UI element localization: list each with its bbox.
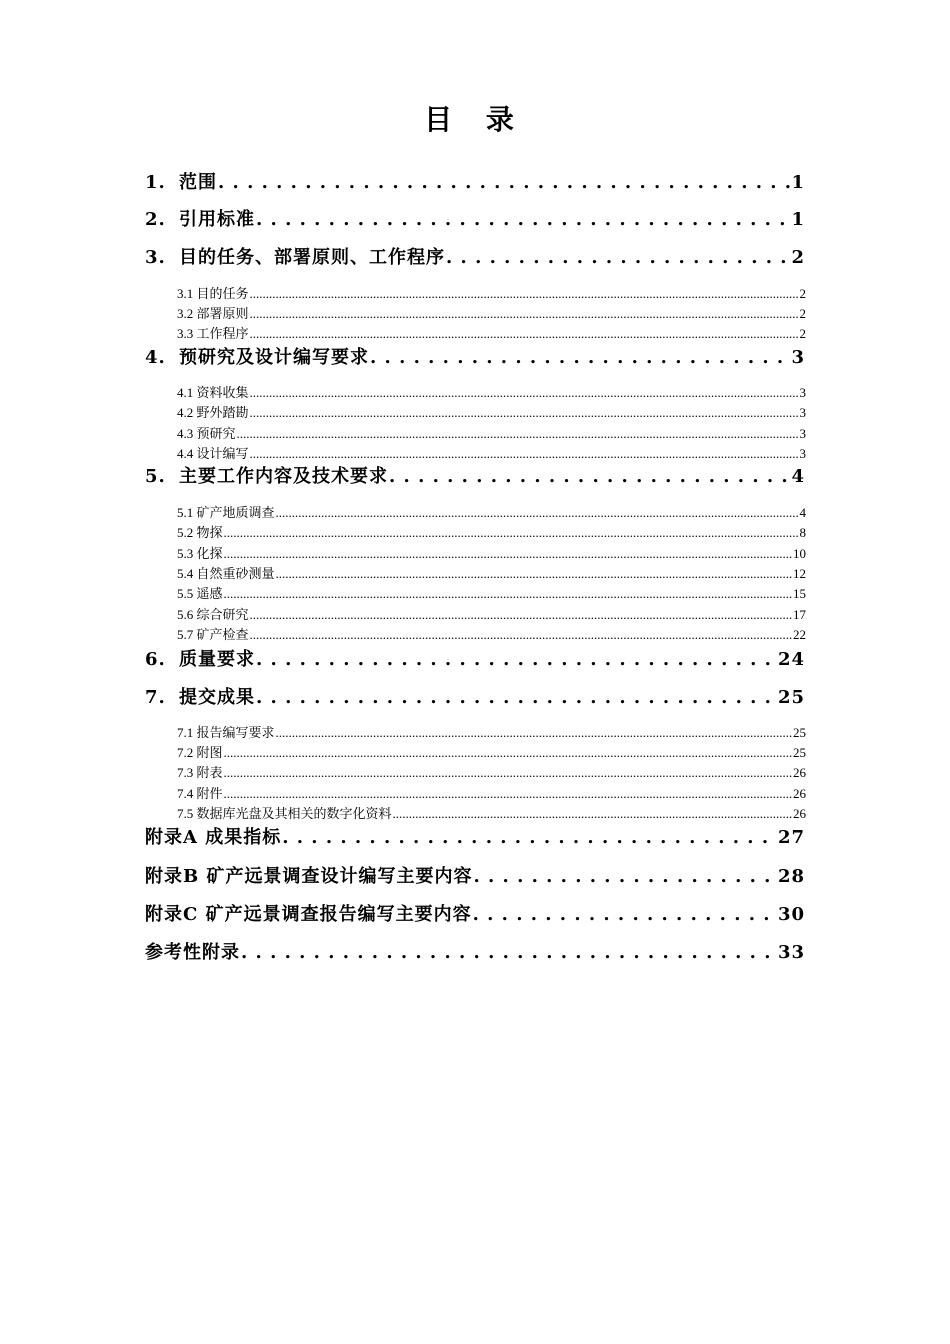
toc-entry-label: 预研究及设计编写要求	[179, 347, 369, 368]
toc-entry-label: 3.2 部署原则	[177, 306, 249, 321]
toc-entry-label: 4.2 野外踏勘	[177, 405, 249, 420]
toc-page-number: 3	[799, 426, 806, 441]
toc-entry-label: 质量要求	[179, 649, 255, 670]
toc-entry-label: 提交成果	[179, 687, 255, 708]
dot-leader	[276, 566, 792, 582]
toc-page-number: 24	[777, 649, 805, 670]
toc-entry-label: 7.4 附件	[177, 786, 223, 801]
toc-entry[interactable]	[145, 938, 805, 964]
toc-entry-label: 4.1 资料收集	[177, 385, 249, 400]
toc-subentry[interactable]	[177, 303, 806, 321]
toc-page-number: 2	[799, 326, 806, 341]
toc-subentry[interactable]	[177, 402, 806, 420]
toc-entry-label: 7.1 报告编写要求	[177, 725, 275, 740]
toc-entry-number: 4.	[145, 347, 166, 368]
toc-page-number: 25	[777, 687, 805, 708]
dot-leader	[473, 904, 777, 925]
toc-page-number: 2	[799, 306, 806, 321]
dot-leader	[224, 765, 792, 781]
toc-entry[interactable]	[145, 683, 805, 709]
toc-subentry[interactable]	[177, 762, 806, 780]
toc-entry-label: 3.3 工作程序	[177, 326, 249, 341]
dot-leader	[224, 786, 792, 802]
toc-entry-label: 5.4 自然重砂测量	[177, 566, 275, 581]
dot-leader	[241, 942, 777, 963]
toc-entry[interactable]	[145, 205, 805, 231]
toc-entry-label: 附录A 成果指标	[145, 827, 282, 848]
toc-entry[interactable]	[145, 900, 805, 926]
toc-entry-number: 3.	[145, 247, 166, 268]
toc-subentry[interactable]	[177, 522, 806, 540]
toc-subentry[interactable]	[177, 722, 806, 740]
toc-entry[interactable]	[145, 243, 805, 269]
dot-leader	[370, 347, 790, 368]
dot-leader	[250, 326, 799, 342]
dot-leader	[237, 426, 799, 442]
dot-leader	[282, 827, 777, 848]
dot-leader	[276, 725, 792, 741]
dot-leader	[250, 627, 792, 643]
toc-page-number: 26	[793, 786, 806, 801]
toc-entry-label: 5.7 矿产检查	[177, 627, 249, 642]
dot-leader	[256, 687, 777, 708]
toc-page-number: 3	[799, 385, 806, 400]
toc-page-number: 25	[793, 745, 806, 760]
toc-subentry[interactable]	[177, 583, 806, 601]
dot-leader	[250, 385, 799, 401]
dot-leader	[224, 586, 792, 602]
dot-leader	[256, 209, 790, 230]
toc-page-number: 30	[777, 904, 805, 925]
toc-page-number: 27	[777, 827, 805, 848]
toc-entry-number: 6.	[145, 649, 166, 670]
dot-leader	[250, 306, 799, 322]
toc-entry-label: 附录B 矿产远景调查设计编写主要内容	[145, 866, 473, 887]
toc-entry-label: 5.2 物探	[177, 525, 223, 540]
toc-subentry[interactable]	[177, 443, 806, 461]
toc-page-number: 25	[793, 725, 806, 740]
toc-entry-label: 5.5 遥感	[177, 586, 223, 601]
toc-subentry[interactable]	[177, 423, 806, 441]
toc-page-number: 22	[793, 627, 806, 642]
dot-leader	[224, 525, 799, 541]
toc-entry[interactable]	[145, 462, 805, 488]
toc-entry-label: 7.2 附图	[177, 745, 223, 760]
toc-page-number: 3	[799, 446, 806, 461]
toc-entry-label: 引用标准	[179, 209, 255, 230]
toc-entry[interactable]	[145, 168, 805, 194]
dot-leader	[224, 546, 792, 562]
dot-leader	[389, 466, 790, 487]
toc-page-number: 15	[793, 586, 806, 601]
dot-leader	[446, 247, 790, 268]
toc-entry-number: 1.	[145, 172, 166, 193]
toc-page-number: 4	[791, 466, 805, 487]
dot-leader	[393, 806, 792, 822]
toc-subentry[interactable]	[177, 783, 806, 801]
toc-subentry[interactable]	[177, 624, 806, 642]
toc-entry-label: 主要工作内容及技术要求	[179, 466, 388, 487]
toc-subentry[interactable]	[177, 323, 806, 341]
toc-subentry[interactable]	[177, 563, 806, 581]
dot-leader	[250, 405, 799, 421]
toc-entry-label: 5.1 矿产地质调查	[177, 505, 275, 520]
toc-entry[interactable]	[145, 343, 805, 369]
toc-entry-label: 5.3 化探	[177, 546, 223, 561]
toc-page-number: 3	[799, 405, 806, 420]
toc-page-number: 4	[799, 505, 806, 520]
toc-entry-label: 参考性附录	[145, 942, 240, 963]
toc-page-number: 3	[791, 347, 805, 368]
toc-subentry[interactable]	[177, 283, 806, 301]
toc-entry-label: 目的任务、部署原则、工作程序	[179, 247, 445, 268]
toc-entry-label: 3.1 目的任务	[177, 286, 249, 301]
toc-subentry[interactable]	[177, 803, 806, 821]
toc-entry-label: 范围	[179, 172, 217, 193]
toc-page-number: 28	[777, 866, 805, 887]
toc-subentry[interactable]	[177, 382, 806, 400]
toc-entry-number: 5.	[145, 466, 166, 487]
dot-leader	[250, 286, 799, 302]
toc-entry-number: 2.	[145, 209, 166, 230]
toc-entry-label: 7.3 附表	[177, 765, 223, 780]
dot-leader	[276, 505, 799, 521]
toc-entry-label: 附录C 矿产远景调查报告编写主要内容	[145, 904, 472, 925]
dot-leader	[218, 172, 790, 193]
toc-entry-number: 7.	[145, 687, 166, 708]
page-title: 目 录	[424, 103, 526, 136]
toc-subentry[interactable]	[177, 502, 806, 520]
toc-page-number: 10	[793, 546, 806, 561]
toc-subentry[interactable]	[177, 604, 806, 622]
dot-leader	[250, 446, 799, 462]
toc-subentry[interactable]	[177, 543, 806, 561]
toc-entry[interactable]	[145, 645, 805, 671]
toc-page-number: 1	[791, 172, 805, 193]
toc-entry-label: 4.3 预研究	[177, 426, 236, 441]
toc-page-number: 8	[799, 525, 806, 540]
toc-entry-label: 5.6 综合研究	[177, 607, 249, 622]
dot-leader	[256, 649, 777, 670]
toc-page-number: 17	[793, 607, 806, 622]
toc-page-number: 26	[793, 765, 806, 780]
toc-page-number: 12	[793, 566, 806, 581]
toc-entry[interactable]	[145, 823, 805, 849]
toc-page-number: 2	[791, 247, 805, 268]
toc-subentry[interactable]	[177, 742, 806, 760]
toc-entry-label: 7.5 数据库光盘及其相关的数字化资料	[177, 806, 392, 821]
toc-page-number: 26	[793, 806, 806, 821]
toc-entry-label: 4.4 设计编写	[177, 446, 249, 461]
dot-leader	[224, 745, 792, 761]
dot-leader	[473, 866, 776, 887]
dot-leader	[250, 607, 792, 623]
toc-page-number: 1	[791, 209, 805, 230]
toc-page-number: 33	[777, 942, 805, 963]
toc-entry[interactable]	[145, 862, 805, 888]
toc-page-number: 2	[799, 286, 806, 301]
